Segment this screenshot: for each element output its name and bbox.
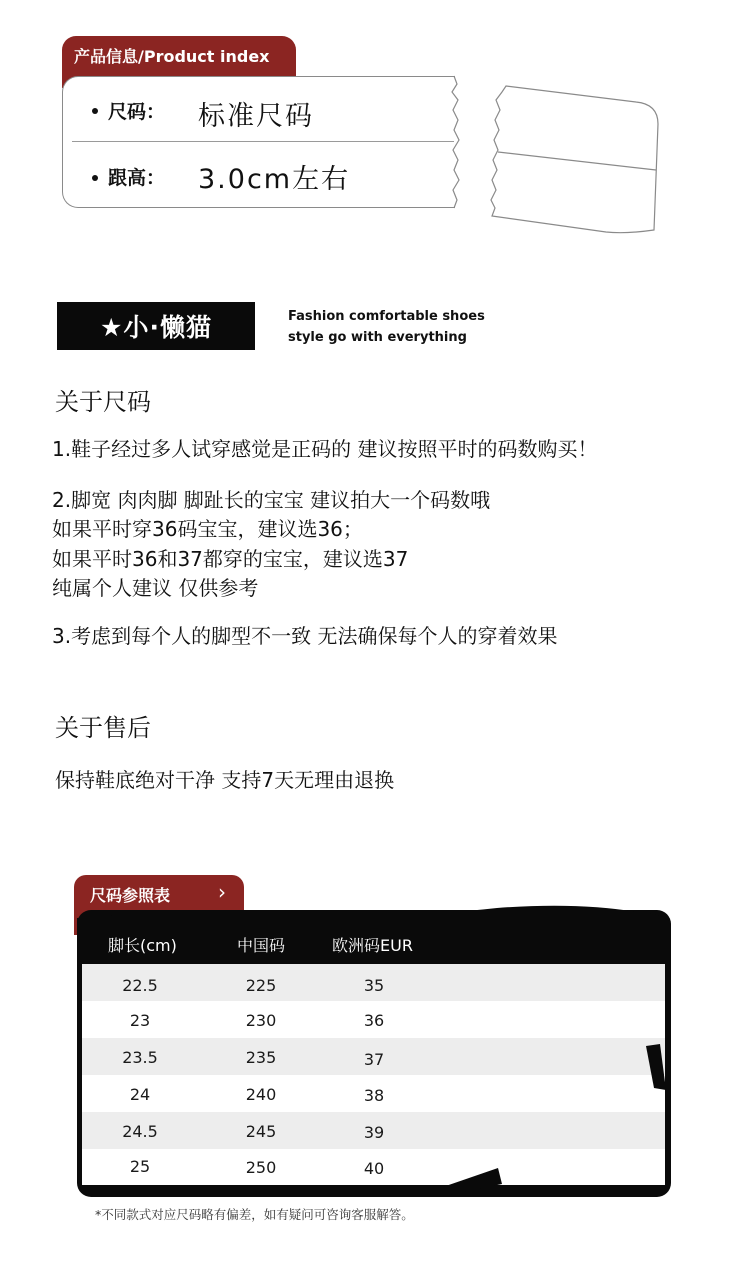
size-note-line: 2.脚宽 肉肉脚 脚趾长的宝宝 建议拍大一个码数哦 — [52, 488, 491, 512]
aftersale-heading: 关于售后 — [55, 714, 151, 742]
cn-size-cell: 235 — [245, 1048, 277, 1067]
cn-size-cell: 250 — [245, 1158, 277, 1177]
heel-height-key: 跟高： — [108, 167, 166, 189]
foot-length-cell: 23 — [129, 1011, 151, 1030]
wavy-frame-decoration — [77, 900, 671, 930]
foot-length-cell: 24 — [129, 1085, 151, 1104]
size-chart-tab-label: 尺码参照表 — [90, 886, 171, 905]
eu-size-cell: 40 — [363, 1159, 385, 1178]
cn-size-cell: 230 — [245, 1011, 277, 1030]
product-index-tab-label: 产品信息/Product index — [74, 47, 270, 66]
cn-size-cell: 245 — [245, 1122, 277, 1141]
cn-size-cell: 240 — [245, 1085, 277, 1104]
column-header-cn-size: 中国码 — [237, 936, 286, 955]
product-index-divider — [72, 141, 454, 142]
torn-edge-decoration — [446, 74, 466, 210]
eu-size-cell: 35 — [363, 976, 385, 995]
column-header-eu-size: 欧洲码EUR — [332, 936, 413, 955]
chevron-right-icon: › — [218, 880, 226, 904]
bullet-dot — [92, 108, 98, 114]
table-row — [82, 964, 665, 1001]
torn-edge-decoration — [440, 1038, 672, 1198]
foot-length-cell: 24.5 — [122, 1122, 158, 1141]
table-row — [82, 1001, 665, 1038]
size-note-line: 3.考虑到每个人的脚型不一致 无法确保每个人的穿着效果 — [52, 624, 558, 648]
eu-size-cell: 37 — [363, 1050, 385, 1069]
eu-size-cell: 39 — [363, 1123, 385, 1142]
foot-length-cell: 23.5 — [122, 1048, 158, 1067]
foot-length-cell: 25 — [129, 1157, 151, 1176]
aftersale-text: 保持鞋底绝对干净 支持7天无理由退换 — [55, 768, 395, 792]
brand-logo: ★小·懒猫 — [57, 302, 255, 350]
size-value: 标准尺码 — [198, 101, 314, 132]
brand-tagline-2: style go with everything — [288, 330, 467, 345]
brand-tagline-1: Fashion comfortable shoes — [288, 309, 485, 324]
torn-paper-decoration — [486, 80, 666, 240]
size-note-line: 如果平时36和37都穿的宝宝，建议选37 — [52, 547, 409, 571]
foot-length-cell: 22.5 — [122, 976, 158, 995]
size-note-line: 如果平时穿36码宝宝，建议选36； — [52, 517, 363, 541]
size-note-line: 1.鞋子经过多人试穿感觉是正码的 建议按照平时的码数购买！ — [52, 437, 598, 461]
eu-size-cell: 38 — [363, 1086, 385, 1105]
size-note-line: 纯属个人建议 仅供参考 — [52, 576, 259, 600]
bullet-dot — [92, 175, 98, 181]
heel-height-value: 3.0cm左右 — [198, 164, 351, 195]
size-heading: 关于尺码 — [55, 388, 151, 416]
eu-size-cell: 36 — [363, 1011, 385, 1030]
size-key: 尺码： — [108, 101, 166, 123]
cn-size-cell: 225 — [245, 976, 277, 995]
size-chart-footnote: *不同款式对应尺码略有偏差，如有疑问可咨询客服解答。 — [95, 1207, 414, 1222]
column-header-foot-length: 脚长(cm) — [108, 936, 177, 955]
